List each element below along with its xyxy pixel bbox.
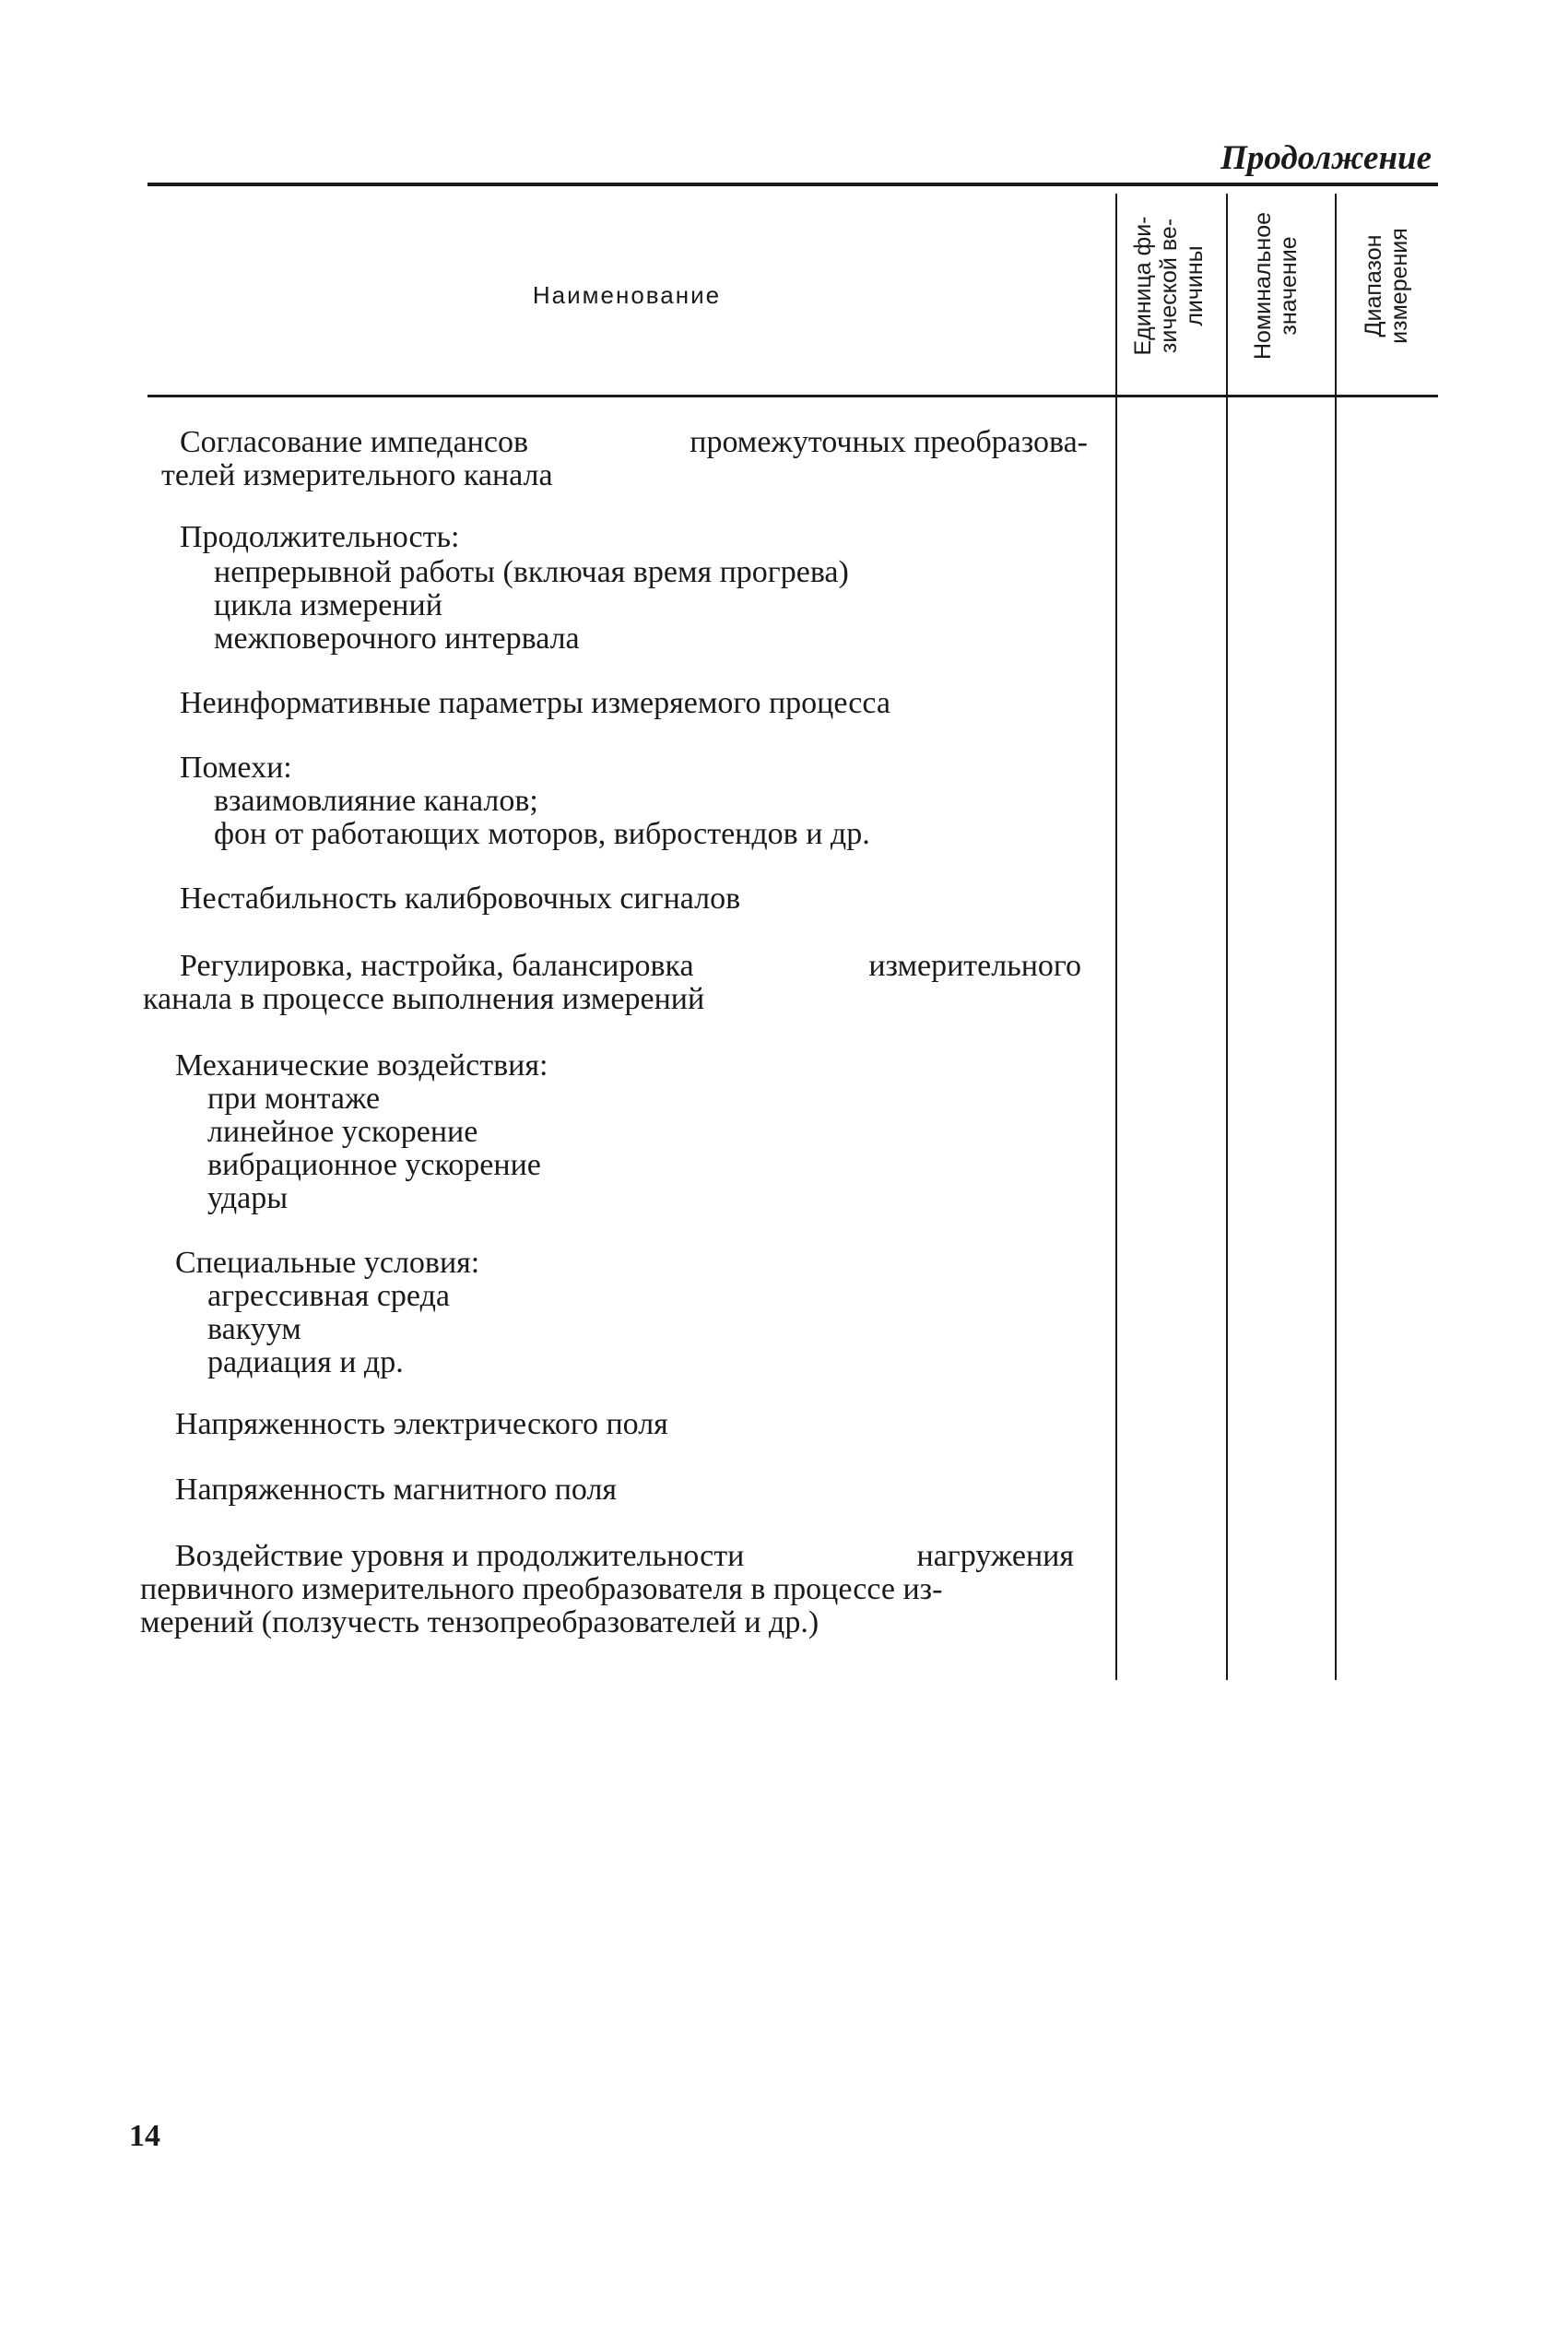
row-interference-item: взаимовлияние каналов; xyxy=(214,784,538,818)
row-duration-item: межповерочного интервала xyxy=(214,621,580,656)
row-duration-item: непрерывной работы (включая время прогрева) xyxy=(214,555,849,589)
table-header-rule xyxy=(147,395,1438,397)
column-header-unit: Единица фи- зической ве- личины xyxy=(1130,216,1208,356)
row-adjustment-line2: канала в процессе выполнения измерений xyxy=(143,982,705,1016)
column-header-range: Диапазон измерения xyxy=(1361,228,1412,344)
row-special-item: агрессивная среда xyxy=(207,1279,450,1313)
row-mechanical-item: вибрационное ускорение xyxy=(207,1148,541,1182)
row-mechanical-item: удары xyxy=(207,1181,289,1215)
row-special-item: вакуум xyxy=(207,1312,301,1346)
column-divider-3 xyxy=(1335,194,1337,1680)
row-interference-title: Помехи: xyxy=(180,751,292,785)
column-divider-2 xyxy=(1226,194,1228,1680)
row-duration-title: Продолжительность: xyxy=(180,520,460,554)
row-impedance-line2: телей измерительного канала xyxy=(161,458,553,492)
row-special-item: радиация и др. xyxy=(207,1345,404,1379)
row-calibration-instability: Нестабильность калибровочных сигналов xyxy=(180,882,741,916)
column-divider-1 xyxy=(1115,194,1117,1680)
row-load-line2: первичного измерительного преобразователя в процессе из- xyxy=(140,1572,943,1606)
row-duration-item: цикла измерений xyxy=(214,588,442,622)
row-interference-item: фон от работающих моторов, вибростендов и др. xyxy=(214,817,870,851)
column-header-name: Наименование xyxy=(532,281,722,309)
table-top-rule xyxy=(147,183,1438,186)
row-mechanical-item: линейное ускорение xyxy=(207,1115,478,1149)
row-load-line3: мерений (ползучесть тензопреобразователей и др.) xyxy=(140,1605,819,1639)
row-adjustment-line1: Регулировка, настройка, балансировка измерительного xyxy=(180,949,1081,983)
continuation-label: Продолжение xyxy=(1220,139,1432,177)
column-header-nominal: Номинальное значение xyxy=(1250,211,1302,361)
row-noninformative: Неинформативные параметры измеряемого процесса xyxy=(180,686,890,720)
page-number: 14 xyxy=(129,2119,160,2153)
row-special-title: Специальные условия: xyxy=(175,1246,480,1280)
row-magnetic-field: Напряженность магнитного поля xyxy=(175,1473,618,1507)
row-mechanical-title: Механические воздействия: xyxy=(175,1048,548,1083)
row-electric-field: Напряженность электрического поля xyxy=(175,1407,668,1441)
row-impedance-line1: Согласование импедансов промежуточных преобразова- xyxy=(180,425,1088,459)
row-load-line1: Воздействие уровня и продолжительности нагружения xyxy=(175,1539,1074,1573)
row-mechanical-item: при монтаже xyxy=(207,1082,381,1116)
